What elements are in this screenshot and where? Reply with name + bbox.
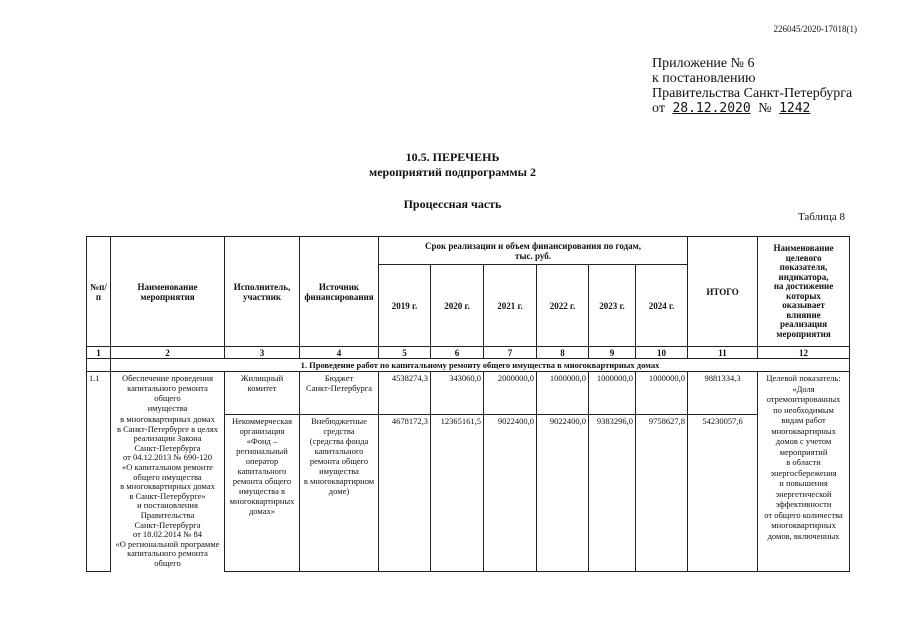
header-year: 2020 г. [431,265,484,347]
part-title: Процессная часть [403,197,502,211]
header-year: 2023 г. [589,265,636,347]
column-number: 4 [300,347,379,359]
row-indicator: Целевой показатель: «Доля отремонтированных по необходимым видам работ многоквартирных домов с учетом мероприятий в области энергосбережения и повышения энергетической эффективности от общего количества многоквартирных домов, включенных [758,372,850,572]
appendix-line-3: Правительства Санкт-Петербурга [652,86,853,101]
header-year: 2021 г. [484,265,537,347]
header-period: Срок реализации и объем финансирования по годам, тыс. руб. [379,237,688,265]
column-number: 1 [87,347,111,359]
list-subheading: мероприятий подпрограммы 2 [369,165,536,179]
column-number: 12 [758,347,850,359]
table-row [87,372,850,415]
row-executor-a: Жилищный комитет [225,372,300,415]
table-row [87,414,850,571]
appendix-block [652,56,852,116]
value-2019-extra: 4678172,3 [379,414,431,571]
section-title: 1. Проведение работ по капитальному ремонту общего имущества в многоквартирных домах [111,359,850,372]
number-prefix: № [758,101,772,116]
column-number: 6 [431,347,484,359]
total-budget: 9881334,3 [688,372,758,415]
column-number: 7 [484,347,537,359]
value-2020-extra: 12365161,5 [431,414,484,571]
section-blank [87,359,111,372]
appendix-date: 28.12.2020 [672,101,751,116]
value-2022-budget: 1000000,0 [537,372,589,415]
header-year: 2024 г. [636,265,688,347]
value-2024-budget: 1000000,0 [636,372,688,415]
value-2021-extra: 9022400,0 [484,414,537,571]
value-2020-budget: 343060,0 [431,372,484,415]
header-num: №п/п [87,237,111,347]
date-prefix: от [652,101,665,116]
column-number: 11 [688,347,758,359]
value-2022-extra: 9022400,0 [537,414,589,571]
column-number: 9 [589,347,636,359]
value-2023-budget: 1000000,0 [589,372,636,415]
row-source-a: Бюджет Санкт-Петербурга [300,372,379,415]
measures-table [86,236,850,572]
column-number: 8 [537,347,589,359]
appendix-line-2: к постановлению [652,71,756,86]
header-name: Наименование мероприятия [111,237,225,347]
header-year: 2019 г. [379,265,431,347]
table-label: Таблица 8 [797,211,845,223]
document-number: 226045/2020-17018(1) [773,24,857,34]
row-name-part-b: в многоквартирных домах в Санкт-Петербурге в целях реализации Закона Санкт-Петербурга от 04.12.2013 № 690-120 «О капитальном ремонте общего имущества в многоквартирных домах в Санкт-Петербурге» и постановления Правительства Санкт-Петербурга от 18.02.2014 № 84 «О региональной программе капитального ремонта общего [111,414,225,571]
header-executor: Исполнитель, участник [225,237,300,347]
appendix-number: 1242 [779,101,811,116]
header-year: 2022 г. [537,265,589,347]
list-heading: 10.5. ПЕРЕЧЕНЬ [405,150,500,164]
appendix-line-1: Приложение № 6 [652,56,755,71]
row-name-part-a: Обеспечение проведения капитального ремонта общего имущества [111,372,225,415]
total-extra: 54230057,6 [688,414,758,571]
value-2019-budget: 4538274,3 [379,372,431,415]
row-source-b: Внебюджетные средства (средства фонда капитального ремонта общего имущества в многоквартирном доме) [300,414,379,571]
column-number: 10 [636,347,688,359]
column-number: 5 [379,347,431,359]
appendix-date-line [652,101,852,116]
row-id: 1.1 [87,372,111,572]
header-source: Источник финансирования [300,237,379,347]
header-indicator: Наименование целевого показателя, индикатора, на достижение которых оказывает влияние реализация мероприятия [758,237,850,347]
value-2023-extra: 9383296,0 [589,414,636,571]
column-number: 3 [225,347,300,359]
header-total: ИТОГО [688,237,758,347]
value-2024-extra: 9758627,8 [636,414,688,571]
value-2021-budget: 2000000,0 [484,372,537,415]
column-number: 2 [111,347,225,359]
row-executor-b: Некоммерческая организация «Фонд – региональный оператор капитального ремонта общего имущества в многоквартирных домах» [225,414,300,571]
